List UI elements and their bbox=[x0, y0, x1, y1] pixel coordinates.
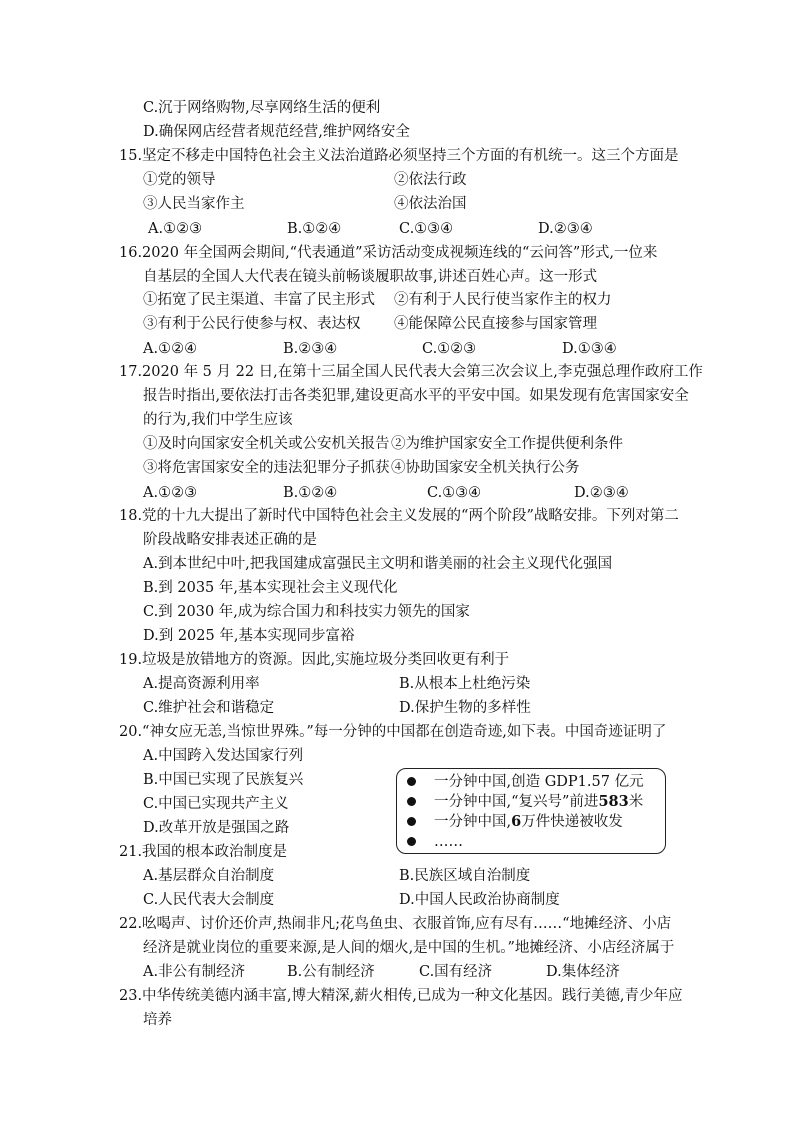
choice-d: D.②③④ bbox=[574, 485, 629, 501]
choice-b: B.②③④ bbox=[283, 341, 338, 357]
box-row-text: …… bbox=[434, 834, 463, 850]
box-row-text: 一分钟中国,“复兴号”前进 bbox=[434, 794, 599, 810]
statement-3: ③有利于公民行使参与权、表达权 bbox=[143, 316, 361, 332]
choice-b: B.公有制经济 bbox=[287, 964, 375, 980]
choice-d: D.改革开放是强国之路 bbox=[143, 820, 290, 836]
choice-d: D.集体经济 bbox=[546, 964, 620, 980]
option-line: C.沉于网络购物,尽享网络生活的便利 bbox=[143, 100, 381, 116]
box-row-text: 一分钟中国,创造 GDP1.57 亿元 bbox=[434, 774, 644, 790]
statement-2: ②有利于人民行使当家作主的权力 bbox=[394, 292, 612, 308]
box-row-text: 一分钟中国, bbox=[434, 814, 512, 830]
question-21-stem: 21.我国的根本政治制度是 bbox=[119, 844, 288, 860]
choice-a: A.提高资源利用率 bbox=[143, 676, 260, 692]
choice-c: C.国有经济 bbox=[419, 964, 493, 980]
choice-b: B.①②④ bbox=[283, 485, 338, 501]
box-row-number: 583 bbox=[598, 793, 629, 810]
choice-c: C.到 2030 年,成为综合国力和科技实力领先的国家 bbox=[143, 604, 470, 620]
question-17-stem: 17.2020 年 5 月 22 日,在第十三届全国人民代表大会第三次会议上,李克强总理作政府工作 bbox=[119, 364, 703, 380]
choice-d: D.到 2025 年,基本实现同步富裕 bbox=[143, 628, 355, 644]
statement-1: ①拓宽了民主渠道、丰富了民主形式 bbox=[143, 292, 375, 308]
question-20-stem: 20.“神女应无恙,当惊世界殊。”每一分钟的中国都在创造奇迹,如下表。中国奇迹证明了 bbox=[119, 724, 667, 740]
question-19-stem: 19.垃圾是放错地方的资源。因此,实施垃圾分类回收更有利于 bbox=[119, 652, 510, 668]
choice-a: A.到本世纪中叶,把我国建成富强民主文明和谐美丽的社会主义现代化强国 bbox=[143, 556, 613, 572]
box-row-text: 米 bbox=[628, 794, 644, 810]
statement-1: ①及时向国家安全机关或公安机关报告 bbox=[143, 436, 390, 452]
choice-b: B.到 2035 年,基本实现社会主义现代化 bbox=[143, 580, 398, 596]
choice-c: C.中国已实现共产主义 bbox=[143, 796, 289, 812]
statement-4: ④能保障公民直接参与国家管理 bbox=[394, 316, 597, 332]
box-row-text: 万件快递被收发 bbox=[521, 814, 623, 830]
choice-a: A.①②③ bbox=[143, 485, 198, 501]
statement-3: ③人民当家作主 bbox=[143, 196, 245, 212]
box-row bbox=[407, 812, 623, 832]
choice-c: C.维护社会和谐稳定 bbox=[143, 700, 275, 716]
choice-c: C.①③④ bbox=[427, 485, 482, 501]
question-23-stem: 培养 bbox=[143, 1012, 172, 1028]
choice-d: D.①③④ bbox=[562, 341, 617, 357]
option-line: D.确保网店经营者规范经营,维护网络安全 bbox=[143, 124, 410, 140]
choice-b: B.从根本上杜绝污染 bbox=[399, 676, 531, 692]
choice-b: B.民族区域自治制度 bbox=[399, 868, 531, 884]
question-17-stem: 报告时指出,要依法打击各类犯罪,建设更高水平的平安中国。如果发现有危害国家安全 bbox=[143, 388, 689, 404]
question-23-stem: 23.中华传统美德内涵丰富,博大精深,薪火相传,已成为一种文化基因。践行美德,青少年应 bbox=[119, 988, 683, 1004]
choice-b: B.中国已实现了民族复兴 bbox=[143, 772, 304, 788]
statement-2: ②依法行政 bbox=[394, 172, 467, 188]
bullet-icon bbox=[407, 817, 416, 826]
question-15-stem: 15.坚定不移走中国特色社会主义法治道路必须坚持三个方面的有机统一。这三个方面是 bbox=[119, 148, 679, 164]
choice-c: C.人民代表大会制度 bbox=[143, 892, 275, 908]
box-row-number: 6 bbox=[511, 813, 522, 830]
choice-c: C.①③④ bbox=[399, 221, 454, 237]
choice-a: A.①②③ bbox=[148, 221, 203, 237]
question-16-stem: 16.2020 年全国两会期间,“代表通道”采访活动变成视频连线的“云问答”形式,一位来 bbox=[119, 245, 658, 261]
choice-d: D.中国人民政治协商制度 bbox=[399, 892, 560, 908]
bullet-icon bbox=[407, 797, 416, 806]
choice-a: A.非公有制经济 bbox=[143, 964, 246, 980]
bullet-icon bbox=[407, 837, 416, 846]
question-18-stem: 18.党的十九大提出了新时代中国特色社会主义发展的“两个阶段”战略安排。下列对第二 bbox=[119, 508, 679, 524]
box-row bbox=[407, 792, 643, 812]
choice-a: A.①②④ bbox=[143, 341, 198, 357]
statement-2: ②为维护国家安全工作提供便利条件 bbox=[391, 436, 623, 452]
question-22-stem: 经济是就业岗位的重要来源,是人间的烟火,是中国的生机。”地摊经济、小店经济属于 bbox=[143, 940, 675, 956]
box-row bbox=[407, 832, 463, 852]
choice-a: A.基层群众自治制度 bbox=[143, 868, 275, 884]
box-row bbox=[407, 772, 644, 792]
choice-a: A.中国跨入发达国家行列 bbox=[143, 748, 304, 764]
question-16-stem: 自基层的全国人大代表在镜头前畅谈履职故事,讲述百姓心声。这一形式 bbox=[143, 269, 598, 285]
material-box bbox=[396, 768, 666, 854]
statement-4: ④协助国家安全机关执行公务 bbox=[391, 460, 580, 476]
question-17-stem: 的行为,我们中学生应该 bbox=[143, 412, 293, 428]
statement-1: ①党的领导 bbox=[143, 172, 216, 188]
choice-b: B.①②④ bbox=[287, 221, 342, 237]
statement-4: ④依法治国 bbox=[394, 196, 467, 212]
question-22-stem: 22.吆喝声、讨价还价声,热闹非凡;花鸟鱼虫、衣服首饰,应有尽有……“地摊经济、小店 bbox=[119, 916, 672, 932]
statement-3: ③将危害国家安全的违法犯罪分子抓获 bbox=[143, 460, 390, 476]
choice-c: C.①②③ bbox=[422, 341, 477, 357]
bullet-icon bbox=[407, 777, 416, 786]
question-18-stem: 阶段战略安排表述正确的是 bbox=[143, 532, 317, 548]
choice-d: D.②③④ bbox=[538, 221, 593, 237]
choice-d: D.保护生物的多样性 bbox=[399, 700, 531, 716]
